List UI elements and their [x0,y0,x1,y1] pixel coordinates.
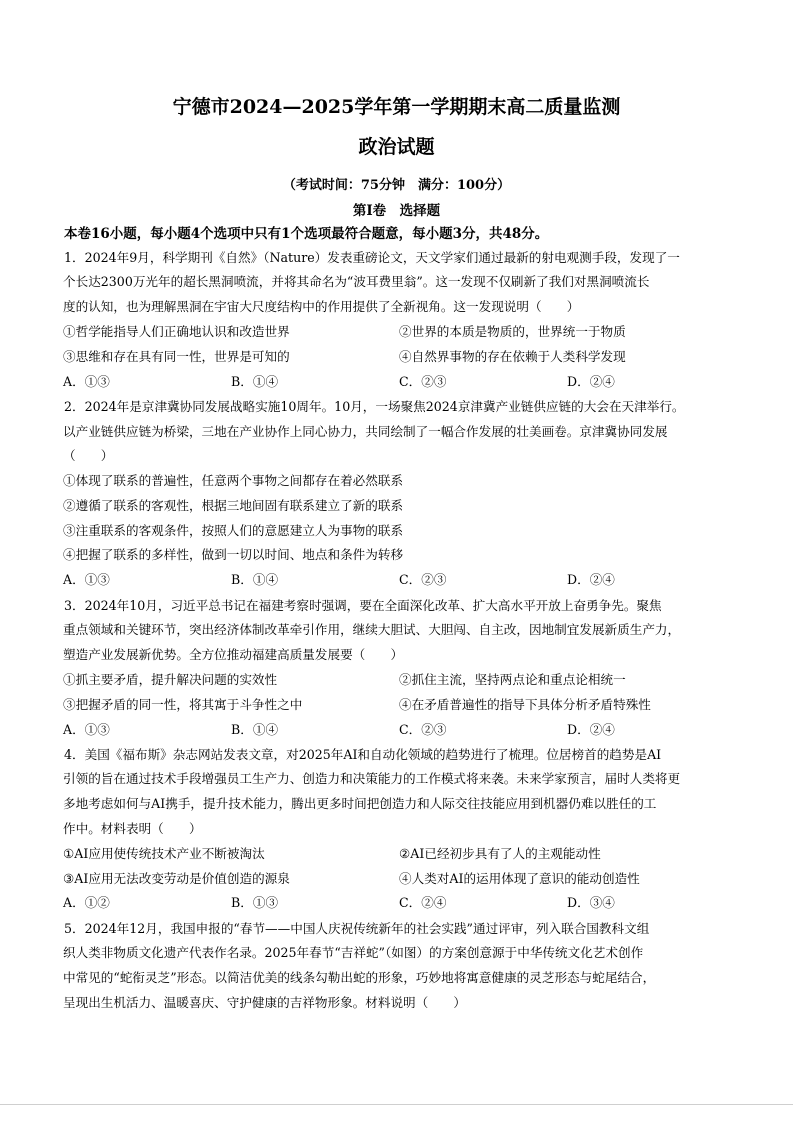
statement-option: ①哲学能指导人们正确地认识和改造世界 [63,324,290,339]
statement-option: ②抓住主流，坚持两点论和重点论相统一 [399,672,626,687]
answer-choice-a: A．①② [63,895,110,910]
exam-subject: 政治试题 [358,136,435,158]
statement-option: ③AI应用无法改变劳动是价值创造的源泉 [63,871,290,886]
question-stem-line: 以产业链供应链为桥梁，三地在产业协作上同心协力，共同绘制了一幅合作发展的壮美画卷。京津冀协同发展 [63,424,668,439]
question-stem-line: 1．2024年9月，科学期刊《自然》（Nature）发表重磅论文，天文学家们通过最新的射电观测手段，发现了一 [64,250,680,265]
statement-option: ①AI应用使传统技术产业不断被淘汰 [63,846,265,861]
question-stem-line: 4．美国《福布斯》杂志网站发表文章，对2025年AI和自动化领域的趋势进行了梳理。位居榜首的趋势是AI [64,747,662,762]
section-heading: 第Ⅰ卷 选择题 [352,203,441,219]
question-stem-line: 中常见的“蛇衔灵芝”形态。以简洁优美的线条勾勒出蛇的形象，巧妙地将寓意健康的灵芝形态与蛇尾结合， [63,970,656,985]
answer-choice-a: A．①③ [63,374,110,389]
exam-title: 宁德市2024—2025学年第一学期期末高二质量监测 [172,96,621,118]
question-stem-line: 5．2024年12月，我国申报的“春节——中国人庆祝传统新年的社会实践”通过评审，列入联合国教科文组 [64,921,650,936]
answer-choice-d: D．②④ [567,374,615,389]
statement-option: ①抓主要矛盾，提升解决问题的实效性 [63,672,278,687]
statement-option: ④在矛盾普遍性的指导下具体分析矛盾特殊性 [399,697,651,712]
statement-option: ④人类对AI的运用体现了意识的能动创造性 [399,871,640,886]
statement-option: ④自然界事物的存在依赖于人类科学发现 [399,349,626,364]
section-instructions: 本卷16小题，每小题4个选项中只有1个选项最符合题意，每小题3分，共48分。 [64,226,549,242]
statement-option: ②遵循了联系的客观性，根据三地间固有联系建立了新的联系 [63,498,404,513]
answer-choice-c: C．②③ [399,722,447,737]
question-stem-line: 度的认知，也为理解黑洞在宇宙大尺度结构中的作用提供了全新视角。这一发现说明（ ） [63,299,580,314]
statement-option: ④把握了联系的多样性，做到一切以时间、地点和条件为转移 [63,547,404,562]
answer-choice-c: C．②③ [399,572,447,587]
statement-option: ③注重联系的客观条件，按照人们的意愿建立人为事物的联系 [63,523,404,538]
answer-choice-a: A．①③ [63,572,110,587]
answer-choice-b: B．①④ [231,572,279,587]
exam-time-score: （考试时间：75分钟 满分：100分） [282,178,511,193]
question-stem-line: 3．2024年10月，习近平总书记在福建考察时强调，要在全面深化改革、扩大高水平开放上奋勇争先。聚焦 [64,598,662,613]
answer-choice-b: B．①③ [231,895,279,910]
question-stem-line: 塑造产业发展新优势。全方位推动福建高质量发展要（ ） [63,647,404,662]
answer-choice-c: C．②④ [399,895,447,910]
statement-option: ②世界的本质是物质的，世界统一于物质 [399,324,626,339]
answer-choice-c: C．②③ [399,374,447,389]
answer-choice-d: D．③④ [567,895,615,910]
answer-choice-a: A．①③ [63,722,110,737]
question-stem-line: 织人类非物质文化遗产代表作名录。2025年春节“吉祥蛇”（如图）的方案创意源于中华传统文化艺术创作 [63,945,644,960]
page-bottom-divider [0,1104,793,1105]
answer-choice-d: D．②④ [567,572,615,587]
question-stem-line: 个长达2300万光年的超长黑洞喷流，并将其命名为“波耳费里翁”。这一发现不仅刷新了我们对黑洞喷流长 [63,274,650,289]
question-stem-line: 作中。材料表明（ ） [63,821,202,836]
question-stem-line: 多地考虑如何与AI携手，提升技术能力，腾出更多时间把创造力和人际交往技能应用到机器仍难以胜任的工 [63,796,657,811]
question-stem-line: 2．2024年是京津冀协同发展战略实施10周年。10月，一场聚焦2024京津冀产业链供应链的大会在天津举行。 [64,399,685,414]
question-stem-line: 呈现出生机活力、温暖喜庆、守护健康的吉祥物形象。材料说明（ ） [63,995,466,1010]
question-stem-line: 重点领域和关键环节，突出经济体制改革牵引作用，继续大胆试、大胆闯、自主改，因地制宜发展新质生产力， [63,622,681,637]
statement-option: ③把握矛盾的同一性，将其寓于斗争性之中 [63,697,303,712]
answer-choice-b: B．①④ [231,722,279,737]
question-stem-line: 引领的旨在通过技术手段增强员工生产力、创造力和决策能力的工作模式将来袭。未来学家预言，届时人类将更 [63,771,681,786]
statement-option: ①体现了联系的普遍性，任意两个事物之间都存在着必然联系 [63,473,404,488]
statement-option: ②AI已经初步具有了人的主观能动性 [399,846,601,861]
answer-choice-d: D．②④ [567,722,615,737]
statement-option: ③思维和存在具有同一性，世界是可知的 [63,349,290,364]
answer-choice-b: B．①④ [231,374,279,389]
question-stem-line: （ ） [63,448,114,463]
